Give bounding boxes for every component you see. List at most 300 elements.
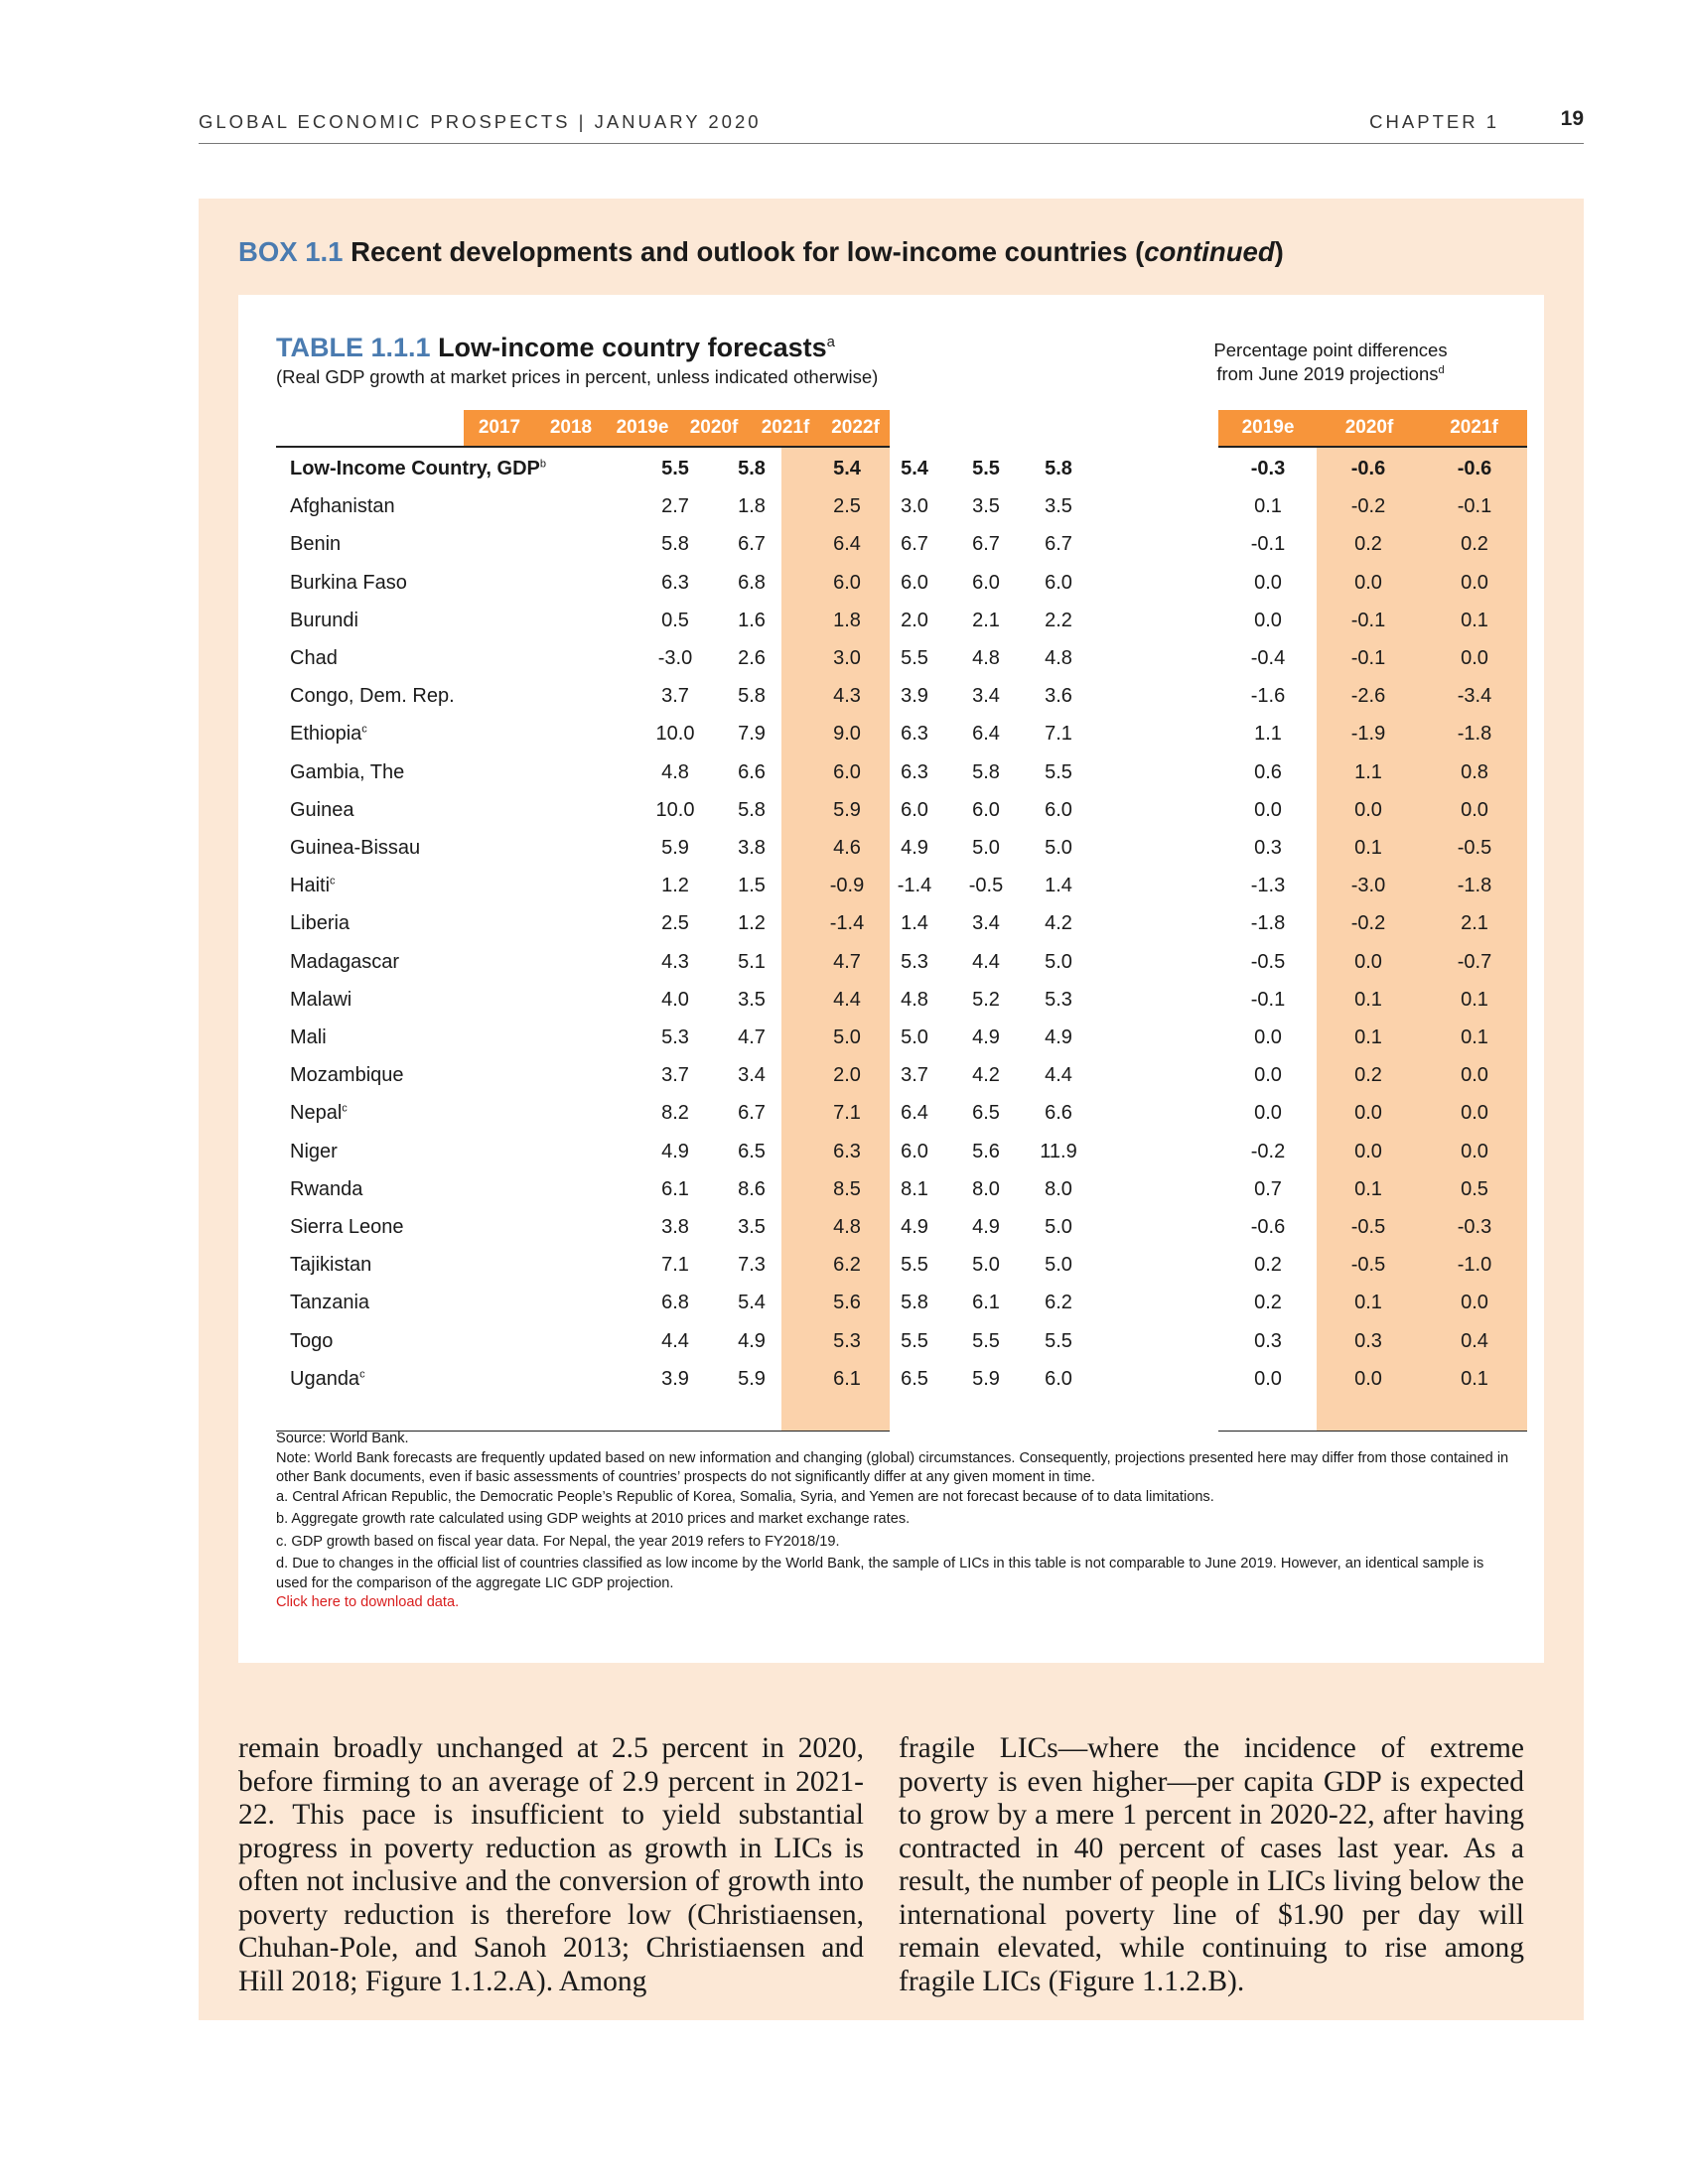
country-name-text: Haiti — [290, 875, 331, 897]
country-name-text: Nepal — [290, 1102, 343, 1125]
country-name — [290, 1330, 333, 1353]
growth-cell-2021f: 5.2 — [972, 988, 1000, 1011]
country-name — [290, 1141, 338, 1163]
table-row — [238, 679, 1544, 717]
box-label: BOX 1.1 — [238, 236, 344, 267]
country-name-text: Congo, Dem. Rep. — [290, 685, 455, 708]
growth-cell-2021f: 6.0 — [972, 571, 1000, 594]
diff-cell-2019e: -0.1 — [1250, 988, 1286, 1011]
table-row — [238, 1210, 1544, 1248]
table-row — [238, 1172, 1544, 1210]
country-name-text: Gambia, The — [290, 760, 405, 783]
growth-cell-2022f: 5.0 — [1045, 1254, 1072, 1277]
diff-cell-2021f: 0.0 — [1461, 571, 1488, 594]
diff-header-2019e: 2019e — [1241, 417, 1295, 438]
diff-cell-2020f: 0.1 — [1354, 1292, 1382, 1314]
country-name — [290, 875, 336, 897]
table-row — [238, 906, 1544, 944]
country-name — [290, 837, 420, 860]
growth-cell-2017: 4.4 — [661, 1329, 689, 1352]
growth-cell-2020f: 8.1 — [901, 1177, 928, 1200]
diff-cell-2019e: 0.0 — [1254, 1026, 1282, 1048]
diff-cell-2021f: -1.8 — [1457, 875, 1492, 897]
col-header-2020f: 2020f — [689, 417, 739, 438]
growth-cell-2017: 3.7 — [661, 685, 689, 708]
growth-cell-2018: 4.9 — [738, 1329, 766, 1352]
box-title-end: ) — [1274, 236, 1284, 267]
growth-cell-2017: 5.9 — [661, 837, 689, 859]
diff-cell-2021f: 0.2 — [1461, 533, 1488, 556]
growth-cell-2022f: 5.8 — [1045, 458, 1072, 479]
body-text-right: fragile LICs—where the incidence of extreme poverty is even higher—per capita GDP is expected to grow by a mere 1 percent in 2020-22, after having contracted in 40 percent of cases last year. As a result, the number of people in LICs living below the international poverty line of $1.90 per day will remain elevated, while continuing to rise among fragile LICs (Figure 1.1.2.B). — [899, 1732, 1524, 1997]
growth-cell-2021f: 5.5 — [972, 458, 1000, 479]
diff-cell-2020f: -0.2 — [1350, 912, 1386, 935]
country-name — [290, 1102, 348, 1125]
growth-cell-2022f: 5.3 — [1045, 988, 1072, 1011]
growth-cell-2018: 1.2 — [738, 912, 766, 935]
growth-cell-2019e: 5.3 — [833, 1329, 861, 1352]
diff-cell-2020f: -1.9 — [1350, 723, 1386, 746]
country-name-text: Afghanistan — [290, 495, 395, 518]
growth-cell-2022f: 4.9 — [1045, 1026, 1072, 1048]
country-name — [290, 1026, 327, 1049]
growth-cell-2021f: 6.4 — [972, 723, 1000, 746]
growth-cell-2019e: -1.4 — [829, 912, 865, 935]
note-c: c. GDP growth based on fiscal year data. For Nepal, the year 2019 refers to FY2018/19. — [276, 1533, 840, 1550]
country-footnote: c — [342, 1102, 348, 1115]
diff-cell-2020f: -0.1 — [1350, 647, 1386, 669]
diff-cell-2019e: 0.2 — [1254, 1292, 1282, 1314]
growth-cell-2022f: 5.0 — [1045, 1216, 1072, 1238]
growth-cell-2022f: 6.0 — [1045, 1367, 1072, 1390]
growth-cell-2021f: 4.4 — [972, 950, 1000, 973]
diff-cell-2019e: -0.6 — [1250, 1216, 1286, 1238]
country-name — [290, 1254, 371, 1277]
growth-cell-2020f: 3.7 — [901, 1064, 928, 1087]
country-name — [290, 912, 350, 935]
growth-cell-2017: 7.1 — [661, 1254, 689, 1277]
diff-cell-2021f: -0.5 — [1457, 837, 1492, 859]
country-name — [290, 610, 358, 632]
diff-cell-2019e: -0.4 — [1250, 647, 1286, 669]
diff-cell-2020f: 0.2 — [1354, 533, 1382, 556]
diff-cell-2020f: 0.0 — [1354, 1102, 1382, 1125]
growth-cell-2021f: 4.9 — [972, 1216, 1000, 1238]
diff-cell-2021f: 2.1 — [1461, 912, 1488, 935]
table-row — [238, 793, 1544, 831]
note-b: b. Aggregate growth rate calculated using GDP weights at 2010 prices and market exchange rates. — [276, 1511, 911, 1527]
country-footnote: b — [539, 458, 546, 471]
diff-cell-2020f: -0.5 — [1350, 1216, 1386, 1238]
growth-cell-2020f: 3.9 — [901, 685, 928, 708]
diff-header-2020f: 2020f — [1344, 417, 1394, 438]
diff-cell-2021f: -1.8 — [1457, 723, 1492, 746]
diff-cell-2021f: -3.4 — [1457, 685, 1492, 708]
diff-cell-2021f: -0.1 — [1457, 495, 1492, 518]
country-name-text: Togo — [290, 1329, 334, 1352]
growth-cell-2021f: 6.0 — [972, 798, 1000, 821]
diff-cell-2020f: 0.2 — [1354, 1064, 1382, 1087]
diff-cell-2020f: 0.3 — [1354, 1329, 1382, 1352]
diff-cell-2021f: 0.0 — [1461, 1102, 1488, 1125]
growth-cell-2018: 2.6 — [738, 647, 766, 669]
growth-cell-2022f: 8.0 — [1045, 1177, 1072, 1200]
table-row — [238, 641, 1544, 679]
growth-cell-2021f: 4.9 — [972, 1026, 1000, 1048]
growth-cell-2020f: 3.0 — [901, 495, 928, 518]
growth-cell-2019e: 3.0 — [833, 647, 861, 669]
diff-cell-2020f: 0.0 — [1354, 798, 1382, 821]
country-name — [290, 533, 341, 556]
country-name-text: Uganda — [290, 1367, 360, 1390]
growth-cell-2018: 5.4 — [738, 1292, 766, 1314]
table-row — [238, 1248, 1544, 1286]
growth-cell-2022f: 4.2 — [1045, 912, 1072, 935]
country-name — [290, 1178, 362, 1201]
growth-cell-2018: 5.1 — [738, 950, 766, 973]
diff-cell-2020f: -0.2 — [1350, 495, 1386, 518]
growth-cell-2020f: 6.3 — [901, 760, 928, 783]
country-name-text: Ethiopia — [290, 723, 362, 746]
growth-cell-2018: 5.9 — [738, 1367, 766, 1390]
growth-cell-2017: 2.5 — [661, 912, 689, 935]
country-footnote: c — [330, 875, 336, 887]
growth-cell-2022f: 5.5 — [1045, 1329, 1072, 1352]
diff-cell-2020f: 0.0 — [1354, 1367, 1382, 1390]
table-row — [238, 1021, 1544, 1058]
note-a: a. Central African Republic, the Democratic People’s Republic of Korea, Somalia, Syria, and Yemen are not forecast because of to data limitations. — [276, 1488, 1214, 1505]
country-name — [290, 989, 352, 1012]
growth-cell-2018: 1.6 — [738, 609, 766, 631]
growth-cell-2021f: 5.0 — [972, 837, 1000, 859]
table-row — [238, 983, 1544, 1021]
col-header-2019e: 2019e — [616, 417, 669, 438]
diff-cell-2021f: 0.0 — [1461, 1064, 1488, 1087]
growth-cell-2017: 8.2 — [661, 1102, 689, 1125]
growth-cell-2018: 1.5 — [738, 875, 766, 897]
diff-cell-2020f: -2.6 — [1350, 685, 1386, 708]
download-data-link[interactable]: Click here to download data. — [276, 1594, 460, 1610]
growth-cell-2018: 1.8 — [738, 495, 766, 518]
body-text-left: remain broadly unchanged at 2.5 percent in 2020, before firming to an average of 2.9 percent in 2021-22. This pace is insufficient to yield substantial progress in poverty reduction as growth in LICs is often not inclusive and the conversion of growth into poverty reduction is therefore low (Christiaensen, Chuhan-Pole, and Sanoh 2013; Christiaensen and Hill 2018; Figure 1.1.2.A). Among — [238, 1732, 864, 1997]
country-name-text: Tanzania — [290, 1292, 370, 1314]
diff-cell-2019e: -1.8 — [1250, 912, 1286, 935]
growth-cell-2021f: 3.4 — [972, 685, 1000, 708]
growth-cell-2021f: 5.9 — [972, 1367, 1000, 1390]
growth-cell-2021f: 6.1 — [972, 1292, 1000, 1314]
growth-cell-2019e: 9.0 — [833, 723, 861, 746]
growth-cell-2020f: 5.8 — [901, 1292, 928, 1314]
diff-cell-2020f: -0.5 — [1350, 1254, 1386, 1277]
country-name-text: Chad — [290, 647, 338, 669]
growth-cell-2017: 4.9 — [661, 1140, 689, 1162]
note-general: Note: World Bank forecasts are frequently updated based on new information and changing (global) circumstances. Consequently, projections presented here may differ from those contained in other Bank documents, even if basic assessments of countries’ prospects do not significantly differ at any given moment in time. — [276, 1449, 1509, 1485]
growth-cell-2018: 6.5 — [738, 1140, 766, 1162]
table-row — [238, 831, 1544, 869]
growth-cell-2022f: 6.0 — [1045, 798, 1072, 821]
table-panel — [238, 295, 1544, 1663]
diff-cell-2019e: 0.0 — [1254, 798, 1282, 821]
growth-cell-2020f: 4.9 — [901, 837, 928, 859]
diff-cell-2021f: 0.4 — [1461, 1329, 1488, 1352]
growth-cell-2021f: 3.4 — [972, 912, 1000, 935]
growth-cell-2017: 0.5 — [661, 609, 689, 631]
growth-cell-2019e: 2.5 — [833, 495, 861, 518]
growth-cell-2020f: 6.4 — [901, 1102, 928, 1125]
diff-header-2021f: 2021f — [1450, 417, 1498, 438]
box-title — [238, 236, 1284, 268]
growth-cell-2018: 6.7 — [738, 1102, 766, 1125]
country-name-text: Malawi — [290, 988, 352, 1011]
growth-cell-2018: 3.5 — [738, 1216, 766, 1238]
growth-cell-2021f: 3.5 — [972, 495, 1000, 518]
diff-cell-2020f: 0.1 — [1354, 988, 1382, 1011]
diff-title-line1: Percentage point differences — [1213, 340, 1448, 360]
growth-cell-2020f: -1.4 — [897, 875, 932, 897]
country-name-text: Benin — [290, 533, 342, 556]
growth-cell-2018: 5.8 — [738, 798, 766, 821]
growth-cell-2017: -3.0 — [657, 647, 693, 669]
growth-cell-2017: 4.3 — [661, 950, 689, 973]
growth-cell-2018: 4.7 — [738, 1026, 766, 1048]
growth-cell-2020f: 5.3 — [901, 950, 928, 973]
growth-cell-2017: 3.7 — [661, 1064, 689, 1087]
diff-cell-2019e: 0.0 — [1254, 1102, 1282, 1125]
growth-cell-2021f: 5.0 — [972, 1254, 1000, 1277]
diff-cell-2019e: -0.5 — [1250, 950, 1286, 973]
growth-cell-2020f: 5.5 — [901, 647, 928, 669]
table-row — [238, 1096, 1544, 1134]
page-header — [199, 103, 1584, 144]
growth-cell-2019e: 4.8 — [833, 1216, 861, 1238]
diff-cell-2021f: 0.1 — [1461, 1026, 1488, 1048]
growth-cell-2022f: 4.8 — [1045, 647, 1072, 669]
table-title-text: Low-income country forecasts — [438, 333, 827, 362]
diff-cell-2021f: -0.6 — [1457, 458, 1492, 479]
growth-cell-2021f: 4.8 — [972, 647, 1000, 669]
table-notes — [276, 1430, 1512, 1613]
diff-cell-2021f: 0.1 — [1461, 988, 1488, 1011]
diff-cell-2020f: -0.1 — [1350, 609, 1386, 631]
table-row — [238, 1362, 1544, 1400]
table-row — [238, 1135, 1544, 1172]
diff-cell-2020f: 0.1 — [1354, 1026, 1382, 1048]
growth-cell-2018: 6.6 — [738, 760, 766, 783]
diff-cell-2019e: 0.0 — [1254, 571, 1282, 594]
country-footnote: c — [359, 1368, 365, 1381]
growth-cell-2020f: 6.5 — [901, 1367, 928, 1390]
growth-cell-2017: 2.7 — [661, 495, 689, 518]
diff-cell-2020f: 0.0 — [1354, 571, 1382, 594]
diff-title-footnote: d — [1438, 363, 1445, 376]
box-title-text: Recent developments and outlook for low-income countries ( — [351, 236, 1145, 267]
growth-cell-2017: 10.0 — [655, 798, 695, 821]
diff-cell-2021f: 0.0 — [1461, 798, 1488, 821]
country-name-text: Low-Income Country, GDP — [290, 458, 540, 479]
box-title-italic: continued — [1144, 236, 1275, 267]
country-name — [290, 723, 367, 746]
diff-cell-2020f: 0.1 — [1354, 1177, 1382, 1200]
diff-cell-2019e: -1.6 — [1250, 685, 1286, 708]
growth-cell-2019e: 7.1 — [833, 1102, 861, 1125]
growth-cell-2019e: 5.0 — [833, 1026, 861, 1048]
diff-cell-2020f: 0.0 — [1354, 1140, 1382, 1162]
growth-cell-2018: 3.8 — [738, 837, 766, 859]
growth-cell-2019e: 8.5 — [833, 1177, 861, 1200]
growth-cell-2020f: 5.4 — [901, 458, 928, 479]
growth-cell-2018: 8.6 — [738, 1177, 766, 1200]
growth-cell-2021f: -0.5 — [968, 875, 1004, 897]
country-name — [290, 647, 338, 670]
col-header-2022f: 2022f — [831, 417, 880, 438]
diff-cell-2021f: 0.8 — [1461, 760, 1488, 783]
growth-cell-2020f: 5.5 — [901, 1254, 928, 1277]
country-name — [290, 495, 395, 518]
growth-cell-2020f: 2.0 — [901, 609, 928, 631]
growth-cell-2019e: 4.7 — [833, 950, 861, 973]
growth-cell-2019e: 4.3 — [833, 685, 861, 708]
table-row — [238, 755, 1544, 793]
table-row — [238, 566, 1544, 604]
country-name-text: Burundi — [290, 609, 358, 631]
country-name-text: Guinea — [290, 798, 354, 821]
diff-cell-2019e: 0.0 — [1254, 1064, 1282, 1087]
growth-cell-2017: 3.9 — [661, 1367, 689, 1390]
table-row — [238, 1286, 1544, 1323]
diff-cell-2019e: -0.3 — [1250, 458, 1286, 479]
note-d: d. Due to changes in the official list of countries classified as low income by the World Bank, the sample of LICs in this table is not comparable to June 2019. However, an identical sample is used for the comparison of the aggregate LIC GDP projection. — [276, 1556, 1484, 1591]
growth-cell-2018: 7.3 — [738, 1254, 766, 1277]
growth-cell-2019e: 6.1 — [833, 1367, 861, 1390]
diff-cell-2019e: 0.2 — [1254, 1254, 1282, 1277]
diff-cell-2021f: -0.3 — [1457, 1216, 1492, 1238]
table-title-footnote: a — [826, 335, 835, 350]
growth-cell-2022f: 11.9 — [1040, 1140, 1077, 1162]
growth-cell-2017: 6.3 — [661, 571, 689, 594]
diff-cell-2019e: -0.1 — [1250, 533, 1286, 556]
growth-cell-2022f: 3.6 — [1045, 685, 1072, 708]
growth-cell-2021f: 8.0 — [972, 1177, 1000, 1200]
diff-cell-2021f: 0.1 — [1461, 1367, 1488, 1390]
growth-cell-2019e: 5.4 — [833, 458, 861, 479]
diff-cell-2019e: 0.6 — [1254, 760, 1282, 783]
growth-cell-2018: 3.5 — [738, 988, 766, 1011]
table-row — [238, 945, 1544, 983]
diff-cell-2020f: -3.0 — [1350, 875, 1386, 897]
growth-cell-2020f: 6.0 — [901, 571, 928, 594]
country-name-text: Rwanda — [290, 1177, 363, 1200]
diff-cell-2019e: 0.7 — [1254, 1177, 1282, 1200]
growth-cell-2019e: 4.6 — [833, 837, 861, 859]
growth-cell-2022f: 7.1 — [1045, 723, 1072, 746]
growth-cell-2020f: 5.5 — [901, 1329, 928, 1352]
growth-cell-2019e: 6.4 — [833, 533, 861, 556]
growth-cell-2020f: 1.4 — [901, 912, 928, 935]
col-header-2021f: 2021f — [761, 417, 810, 438]
growth-cell-2017: 4.0 — [661, 988, 689, 1011]
growth-cell-2017: 1.2 — [661, 875, 689, 897]
growth-cell-2019e: 4.4 — [833, 988, 861, 1011]
growth-cell-2022f: 6.7 — [1045, 533, 1072, 556]
growth-cell-2018: 6.7 — [738, 533, 766, 556]
table-row — [238, 717, 1544, 754]
country-name — [290, 951, 399, 974]
growth-cell-2017: 6.8 — [661, 1292, 689, 1314]
diff-cell-2021f: 0.0 — [1461, 1292, 1488, 1314]
diff-cell-2019e: 0.0 — [1254, 1367, 1282, 1390]
table-row — [238, 869, 1544, 906]
diff-cell-2021f: 0.5 — [1461, 1177, 1488, 1200]
country-name-text: Niger — [290, 1140, 338, 1162]
country-name — [290, 458, 546, 480]
table-row-aggregate — [238, 452, 1544, 489]
growth-cell-2021f: 2.1 — [972, 609, 1000, 631]
growth-cell-2017: 4.8 — [661, 760, 689, 783]
table-label: TABLE 1.1.1 — [276, 333, 431, 362]
running-header: GLOBAL ECONOMIC PROSPECTS | JANUARY 2020 — [199, 111, 762, 132]
growth-cell-2021f: 6.7 — [972, 533, 1000, 556]
growth-cell-2019e: 6.2 — [833, 1254, 861, 1277]
growth-cell-2019e: 1.8 — [833, 609, 861, 631]
chapter-label: CHAPTER 1 — [1369, 111, 1499, 132]
table-row — [238, 489, 1544, 527]
diff-cell-2021f: 0.0 — [1461, 647, 1488, 669]
diff-cell-2019e: 1.1 — [1254, 723, 1282, 746]
diff-cell-2020f: -0.6 — [1350, 458, 1386, 479]
country-name-text: Sierra Leone — [290, 1216, 404, 1238]
diff-cell-2021f: -1.0 — [1457, 1254, 1492, 1277]
growth-cell-2020f: 6.0 — [901, 798, 928, 821]
growth-cell-2019e: 5.6 — [833, 1292, 861, 1314]
growth-cell-2019e: 5.9 — [833, 798, 861, 821]
growth-cell-2020f: 4.9 — [901, 1216, 928, 1238]
growth-cell-2021f: 5.8 — [972, 760, 1000, 783]
country-name — [290, 1064, 404, 1087]
growth-cell-2019e: 6.0 — [833, 571, 861, 594]
growth-cell-2017: 5.8 — [661, 533, 689, 556]
diff-cell-2021f: -0.7 — [1457, 950, 1492, 973]
table-row — [238, 604, 1544, 641]
growth-cell-2022f: 6.6 — [1045, 1102, 1072, 1125]
country-name — [290, 685, 455, 708]
diff-cell-2019e: 0.0 — [1254, 609, 1282, 631]
diff-title-line2: from June 2019 projections — [1216, 363, 1439, 384]
growth-cell-2018: 5.8 — [738, 458, 766, 479]
table-subtitle: (Real GDP growth at market prices in percent, unless indicated otherwise) — [276, 366, 879, 387]
growth-cell-2017: 10.0 — [655, 723, 695, 746]
col-header-2017: 2017 — [478, 417, 521, 438]
note-source: Source: World Bank. — [276, 1431, 409, 1446]
growth-cell-2019e: 6.0 — [833, 760, 861, 783]
diff-cell-2019e: -1.3 — [1250, 875, 1286, 897]
growth-cell-2020f: 6.3 — [901, 723, 928, 746]
growth-cell-2021f: 5.5 — [972, 1329, 1000, 1352]
diff-cell-2020f: 0.1 — [1354, 837, 1382, 859]
country-name — [290, 799, 354, 822]
country-name-text: Tajikistan — [290, 1254, 372, 1277]
growth-cell-2018: 3.4 — [738, 1064, 766, 1087]
col-header-2018: 2018 — [549, 417, 593, 438]
growth-cell-2018: 7.9 — [738, 723, 766, 746]
growth-cell-2018: 6.8 — [738, 571, 766, 594]
country-name-text: Madagascar — [290, 950, 400, 973]
country-name-text: Burkina Faso — [290, 571, 407, 594]
growth-cell-2021f: 5.6 — [972, 1140, 1000, 1162]
growth-cell-2020f: 6.7 — [901, 533, 928, 556]
country-name-text: Mozambique — [290, 1064, 404, 1087]
country-name — [290, 1216, 404, 1239]
country-name-text: Mali — [290, 1026, 327, 1048]
